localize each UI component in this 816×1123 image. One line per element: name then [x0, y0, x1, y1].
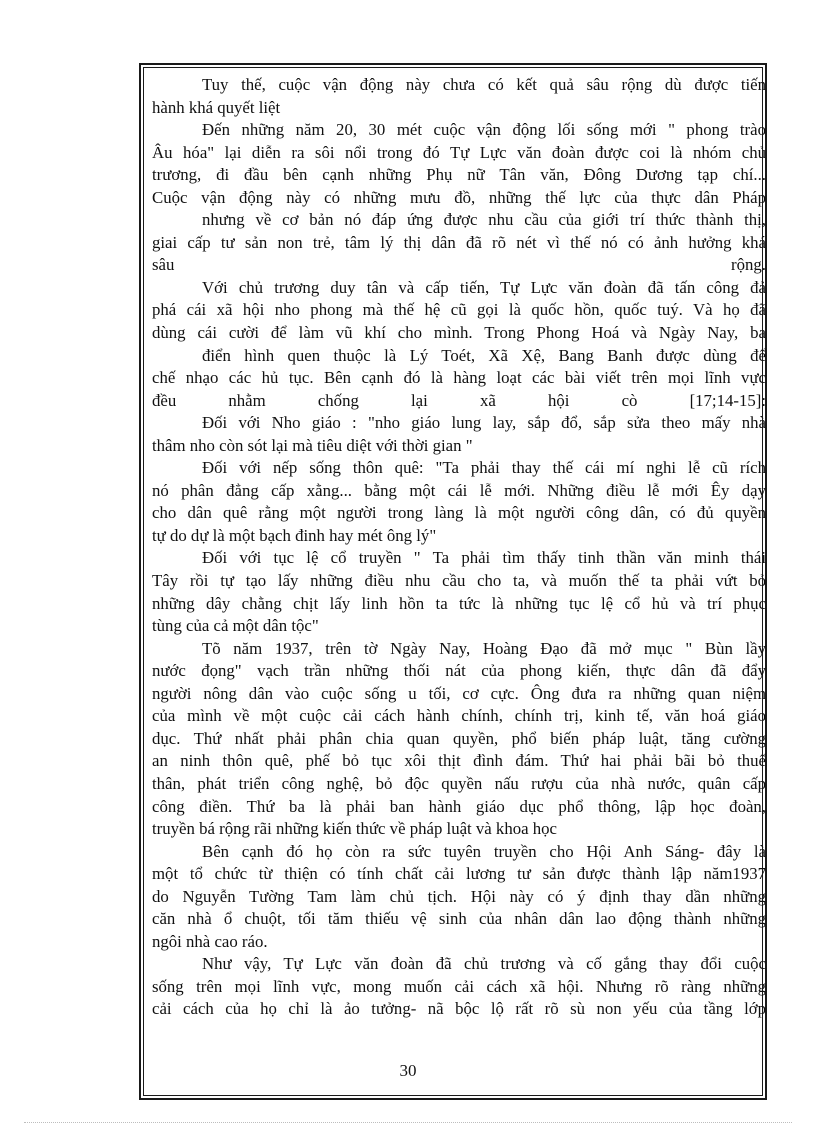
text-line: Tõ năm 1937, trên tờ Ngày Nay, Hoàng Đạo đã mở mục " Bùn lầy — [202, 638, 766, 658]
text-line: đều nhằm chống lại xã hội cò [17;14-15]: — [152, 390, 766, 410]
text-line: an ninh thôn quê, phế bỏ tục xôi thịt đình đám. Thứ hai phải bãi bỏ thuế — [152, 751, 766, 771]
text-line: hành khá quyết liệt — [152, 97, 281, 117]
text-line: công điền. Thứ ba là phải ban hành giáo dục phổ thông, lập học đoàn, — [152, 796, 766, 816]
text-line: Đối với Nho giáo : "nho giáo lung lay, sắp đổ, sắp sửa theo mấy nhà — [202, 413, 766, 433]
text-line: trương, đi đầu bên cạnh những Phụ nữ Tân văn, Đông Dương tạp chí... — [152, 165, 766, 185]
page-number: 30 — [399, 1061, 417, 1080]
text-line: nước đọng" vạch trần những thối nát của phong kiến, thực dân đã đẩy — [152, 661, 766, 681]
text-line: Đối với nếp sống thôn quê: "Ta phải thay thế cái mí nghi lễ cũ rích — [202, 458, 766, 478]
text-line: Tây rồi tự tạo lấy những điều nhu cầu cho ta, và muốn thế ta phải vứt bỏ — [152, 571, 766, 591]
text-line: những dây chằng chịt lấy linh hồn ta tức là những tục lệ cổ hủ và trí phục — [152, 593, 766, 613]
text-line: cho dân quê rằng một người trong làng là một người công dân, có đủ quyền — [152, 503, 766, 523]
text-line: Tuy thế, cuộc vận động này chưa có kết quả sâu rộng dù được tiến — [202, 75, 766, 94]
text-line: sống trên mọi lĩnh vực, mong muốn cải cách xã hội. Nhưng rõ ràng những — [152, 976, 766, 996]
text-line: Cuộc vận động này có những mưu đồ, những thế lực của thực dân Pháp — [152, 187, 766, 207]
text-line: một tổ chức từ thiện có tính chất cải lương tư sản được thành lập năm1937 — [152, 864, 766, 884]
text-line: Đối với tục lệ cổ truyền " Ta phải tìm thấy tinh thần văn minh thái — [202, 548, 766, 568]
text-line: điển hình quen thuộc là Lý Toét, Xã Xệ, Bang Banh được dùng để — [202, 345, 766, 365]
document-body — [152, 74, 766, 1021]
text-line: ngôi nhà cao ráo. — [152, 931, 268, 951]
text-line: dục. Thứ nhất phải phân chia quan quyền, phổ biến pháp luật, tăng cường — [152, 728, 766, 748]
text-line: Với chủ trương duy tân và cấp tiến, Tự Lực văn đoàn đã tấn công đả — [202, 277, 766, 297]
text-line: thân, phát triển công nghệ, bỏ độc quyền nấu rượu của nhà nước, quân cấp — [152, 773, 766, 793]
text-line: của mình về một cuộc cải cách hành chính, chính trị, kinh tế, văn hoá giáo — [152, 706, 766, 726]
text-line: dùng cái cười để làm vũ khí cho mình. Trong Phong Hoá và Ngày Nay, ba — [152, 323, 766, 343]
text-line: nhưng về cơ bản nó đáp ứng được nhu cầu của giới trí thức thành thị, — [202, 210, 766, 230]
text-line: cải cách của họ chỉ là ảo tưởng- nã bộc lộ rất rõ sù non yếu của tầng lớp — [152, 999, 766, 1019]
text-line: Như vậy, Tự Lực văn đoàn đã chủ trương và cố gắng thay đổi cuộc — [202, 954, 766, 974]
text-line: giai cấp tư sản non trẻ, tâm lý thị dân đã rõ nét vì thế nó có ảnh hưởng khá — [152, 232, 766, 252]
text-line: nó phân đẳng cấp xằng... bằng một cái lễ mới. Những điều lễ mới Êy dạy — [152, 480, 766, 500]
text-line: căn nhà ổ chuột, tối tăm thiếu vệ sinh của nhân dân lao động thành những — [152, 909, 766, 929]
text-line: do Nguyễn Tường Tam làm chủ tịch. Hội này có ý định thay dần những — [152, 886, 766, 906]
text-line: tùng của cả một dân tộc" — [152, 616, 319, 636]
text-line: sâu rộng. — [152, 255, 766, 275]
text-line: tự do dự là một bạch đinh hay mét ông lý" — [152, 525, 437, 545]
text-line: thâm nho còn sót lại mà tiêu diệt với thời gian " — [152, 435, 473, 455]
text-line: phá cái xã hội nho phong mà thế hệ cũ gọi là quốc hồn, quốc tuý. Và họ đã — [152, 300, 766, 320]
text-line: Âu hóa" lại diễn ra sôi nổi trong đó Tự Lực văn đoàn được coi là nhóm chủ — [152, 142, 766, 162]
text-line: Bên cạnh đó họ còn ra sức tuyên truyền cho Hội Anh Sáng- đây là — [202, 841, 766, 861]
text-line: người nông dân vào cuộc sống u tối, cơ cực. Ông đưa ra những quan niệm — [152, 683, 766, 703]
text-line: truyền bá rộng rãi những kiến thức về pháp luật và khoa học — [152, 819, 557, 839]
text-line: Đến những năm 20, 30 mét cuộc vận động lối sống mới " phong trào — [202, 120, 766, 140]
text-line: chế nhạo các hủ tục. Bên cạnh đó là hàng loạt các bài viết trên mọi lĩnh vực — [152, 368, 766, 388]
